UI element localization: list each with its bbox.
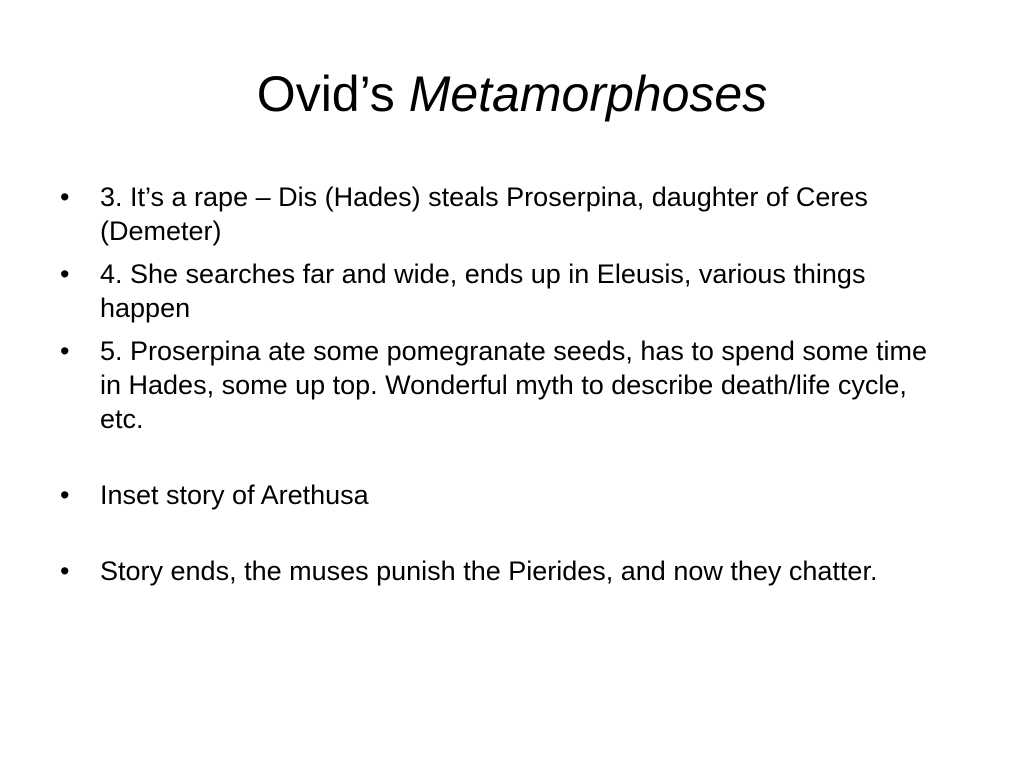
bullet-item — [60, 334, 940, 436]
bullet-icon: • — [60, 259, 70, 289]
bullet-icon: • — [60, 182, 70, 212]
title-italic-text: Metamorphoses — [408, 66, 768, 122]
bullet-text: 3. It’s a rape – Dis (Hades) steals Proserpina, daughter of Ceres (Demeter) — [100, 182, 868, 246]
bullet-text: 5. Proserpina ate some pomegranate seeds, has to spend some time in Hades, some up top. Wonderful myth to describe death/life cycle, etc. — [100, 336, 927, 434]
bullet-item — [60, 180, 940, 248]
bullet-icon: • — [60, 480, 70, 510]
title-text: Ovid’s — [256, 66, 409, 122]
bullet-text: Story ends, the muses punish the Pierides, and now they chatter. — [100, 556, 878, 586]
bullet-item — [60, 257, 940, 325]
bullet-text: 4. She searches far and wide, ends up in Eleusis, various things happen — [100, 259, 866, 323]
bullet-icon: • — [60, 556, 70, 586]
bullet-item — [60, 554, 940, 588]
bullet-item — [60, 478, 940, 512]
bullet-icon: • — [60, 336, 70, 366]
bullet-list — [60, 180, 940, 597]
bullet-text: Inset story of Arethusa — [100, 480, 369, 510]
slide-title — [0, 62, 1024, 126]
